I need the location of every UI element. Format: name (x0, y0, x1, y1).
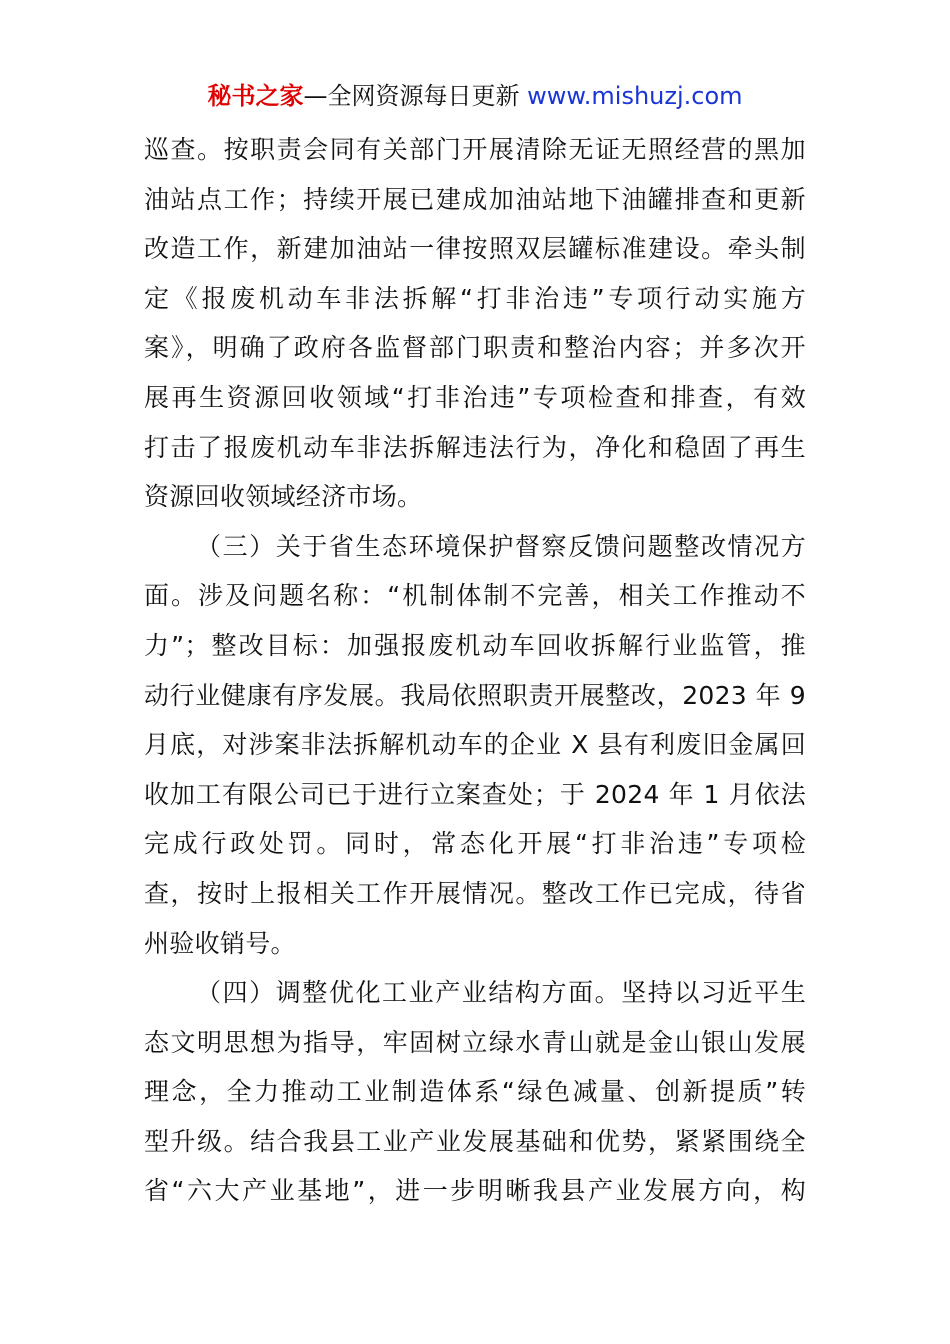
text-line: 收加工有限公司已于进行立案查处；于 2024 年 1 月依法 (144, 779, 806, 809)
text-line: 展再生资源回收领域“打非治违”专项检查和排查，有效 (144, 382, 806, 412)
site-url[interactable]: www.mishuzj.com (527, 82, 743, 110)
text-line: 型升级。结合我县工业产业发展基础和优势，紧紧围绕全 (144, 1126, 806, 1156)
section-heading-line: （四）调整优化工业产业结构方面。坚持以习近平生 (196, 978, 806, 1008)
text-line: 力”；整改目标：加强报废机动车回收拆解行业监管，推 (144, 630, 806, 660)
site-header (0, 80, 950, 112)
text-line: 查，按时上报相关工作开展情况。整改工作已完成，待省 (144, 878, 806, 908)
text-line: 态文明思想为指导，牢固树立绿水青山就是金山银山发展 (144, 1027, 806, 1057)
text-line: 州验收销号。 (144, 928, 296, 958)
text-line: 资源回收领域经济市场。 (144, 482, 423, 512)
text-line: 省“六大产业基地”，进一步明晰我县产业发展方向，构 (144, 1176, 806, 1206)
section-heading-line: （三）关于省生态环境保护督察反馈问题整改情况方 (196, 531, 806, 561)
text-line: 巡查。按职责会同有关部门开展清除无证无照经营的黑加 (144, 135, 806, 164)
text-line: 月底，对涉案非法拆解机动车的企业 X 县有利废旧金属回 (144, 730, 806, 760)
document-body (144, 125, 806, 1216)
text-line: 动行业健康有序发展。我局依照职责开展整改，2023 年 9 (144, 680, 806, 710)
text-line: 理念，全力推动工业制造体系“绿色减量、创新提质”转 (144, 1077, 806, 1107)
site-tagline: —全网资源每日更新 (303, 82, 520, 110)
text-line: 完成行政处罚。同时，常态化开展“打非治违”专项检 (144, 829, 806, 859)
text-line: 定《报废机动车非法拆解“打非治违”专项行动实施方 (144, 283, 806, 313)
text-line: 案》，明确了政府各监督部门职责和整治内容；并多次开 (144, 333, 806, 363)
site-brand: 秘书之家 (207, 82, 304, 110)
text-line: 打击了报废机动车非法拆解违法行为，净化和稳固了再生 (144, 432, 806, 462)
text-line: 油站点工作；持续开展已建成加油站地下油罐排查和更新 (144, 184, 806, 214)
text-line: 面。涉及问题名称：“机制体制不完善，相关工作推动不 (144, 581, 806, 611)
text-line: 改造工作，新建加油站一律按照双层罐标准建设。牵头制 (144, 234, 806, 264)
